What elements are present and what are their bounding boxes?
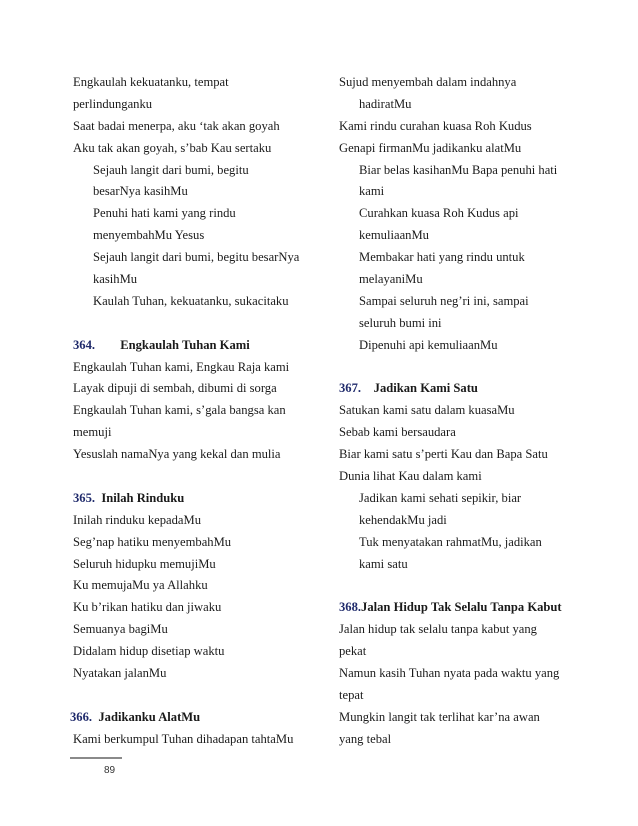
lyric-line-indented: menyembahMu Yesus [93, 228, 205, 243]
lyric-line: Yesuslah namaNya yang kekal dan mulia [73, 447, 281, 462]
lyric-line: Namun kasih Tuhan nyata pada waktu yang [339, 666, 560, 681]
lyric-line: Seg’nap hatiku menyembahMu [73, 534, 232, 549]
lyric-line-indented: Dipenuhi api kemuliaanMu [359, 337, 498, 352]
footer-rule [70, 757, 122, 759]
lyric-line: Sujud menyembah dalam indahnya [339, 75, 517, 89]
lyric-line-indented: hadiratMu [359, 96, 412, 111]
lyric-line: Ku b’rikan hatiku dan jiwaku [73, 600, 222, 615]
lyric-line: memuji [73, 425, 112, 440]
lyric-line-indented: Membakar hati yang rindu untuk [359, 250, 525, 265]
lyric-line-indented: Tuk menyatakan rahmatMu, jadikan [359, 534, 542, 549]
lyric-line: perlindunganku [73, 96, 153, 111]
stanza-gap [73, 466, 333, 488]
lyric-line: Biar kami satu s’perti Kau dan Bapa Satu [339, 447, 548, 462]
lyric-line: Inilah rinduku kepadaMu [73, 512, 202, 527]
lyric-line: Semuanya bagiMu [73, 622, 168, 637]
right-column [339, 72, 579, 751]
song-number: 367. [339, 381, 362, 396]
song-title: Jadikanku AlatMu [92, 709, 201, 724]
lyric-line: pekat [339, 644, 367, 659]
lyric-line-indented: Curahkan kuasa Roh Kudus api [359, 206, 519, 221]
stanza-gap [339, 357, 579, 379]
lyric-line-indented: Sejauh langit dari bumi, begitu [93, 162, 249, 177]
lyric-line: Kami berkumpul Tuhan dihadapan tahtaMu [73, 731, 294, 746]
stanza-gap [73, 685, 333, 707]
song-number: 366. [70, 709, 93, 724]
lyric-line: Engkaulah Tuhan kami, Engkau Raja kami [73, 359, 290, 374]
stanza-gap [73, 313, 333, 335]
song-title: Inilah Rinduku [95, 490, 185, 505]
page-number: 89 [104, 765, 116, 776]
lyric-line: Ku memujaMu ya Allahku [73, 578, 208, 593]
song-heading [70, 707, 333, 729]
lyric-line-indented: kemuliaanMu [359, 228, 429, 243]
lyric-line: Layak dipuji di sembah, dibumi di sorga [73, 381, 277, 396]
lyric-line: Genapi firmanMu jadikanku alatMu [339, 140, 522, 155]
lyric-line: Kami rindu curahan kuasa Roh Kudus [339, 118, 532, 133]
lyric-line-indented: Biar belas kasihanMu Bapa penuhi hati [359, 162, 558, 177]
left-column [70, 72, 333, 751]
lyric-line-indented: melayaniMu [359, 272, 423, 287]
lyric-line: Seluruh hidupku memujiMu [73, 556, 216, 571]
lyric-line: Aku tak akan goyah, s’bab Kau sertaku [73, 140, 272, 155]
lyric-line-indented: Jadikan kami sehati sepikir, biar [359, 490, 522, 505]
lyric-line-indented: Kaulah Tuhan, kekuatanku, sukacitaku [93, 293, 289, 308]
lyric-line-indented: kasihMu [93, 272, 138, 287]
song-title: Jalan Hidup Tak Selalu Tanpa Kabut [361, 600, 562, 615]
lyric-line-indented: Penuhi hati kami yang rindu [93, 206, 236, 221]
lyric-line: Dunia lihat Kau dalam kami [339, 469, 482, 484]
lyric-line: Didalam hidup disetiap waktu [73, 644, 225, 659]
stanza-gap [339, 575, 579, 597]
lyric-line: Sebab kami bersaudara [339, 425, 456, 440]
lyric-line-indented: Sampai seluruh neg’ri ini, sampai [359, 293, 529, 308]
lyric-line: Satukan kami satu dalam kuasaMu [339, 403, 515, 418]
lyric-line: Engkaulah kekuatanku, tempat [73, 75, 229, 89]
lyric-line: Mungkin langit tak terlihat kar’na awan [339, 709, 540, 724]
lyric-line-indented: besarNya kasihMu [93, 184, 188, 199]
lyric-line: tepat [339, 687, 364, 702]
lyric-line: Saat badai menerpa, aku ‘tak akan goyah [73, 118, 280, 133]
song-title: Jadikan Kami Satu [361, 381, 478, 396]
lyric-line: Nyatakan jalanMu [73, 666, 167, 681]
song-title: Engkaulah Tuhan Kami [95, 337, 250, 352]
lyric-line-indented: seluruh bumi ini [359, 315, 442, 330]
lyric-line: yang tebal [339, 731, 392, 746]
lyric-line-indented: kami [359, 184, 385, 199]
lyric-line-indented: kehendakMu jadi [359, 512, 447, 527]
lyric-line-indented: kami satu [359, 556, 408, 571]
song-heading [339, 378, 579, 400]
song-heading [339, 597, 579, 619]
song-number: 364. [73, 337, 96, 352]
song-number: 368. [339, 600, 362, 615]
lyric-line: Engkaulah Tuhan kami, s’gala bangsa kan [73, 403, 286, 418]
lyric-line: Jalan hidup tak selalu tanpa kabut yang [339, 622, 537, 637]
song-number: 365. [73, 490, 96, 505]
lyric-line-indented: Sejauh langit dari bumi, begitu besarNya [93, 250, 300, 265]
song-heading [73, 488, 333, 510]
song-heading [73, 335, 333, 357]
